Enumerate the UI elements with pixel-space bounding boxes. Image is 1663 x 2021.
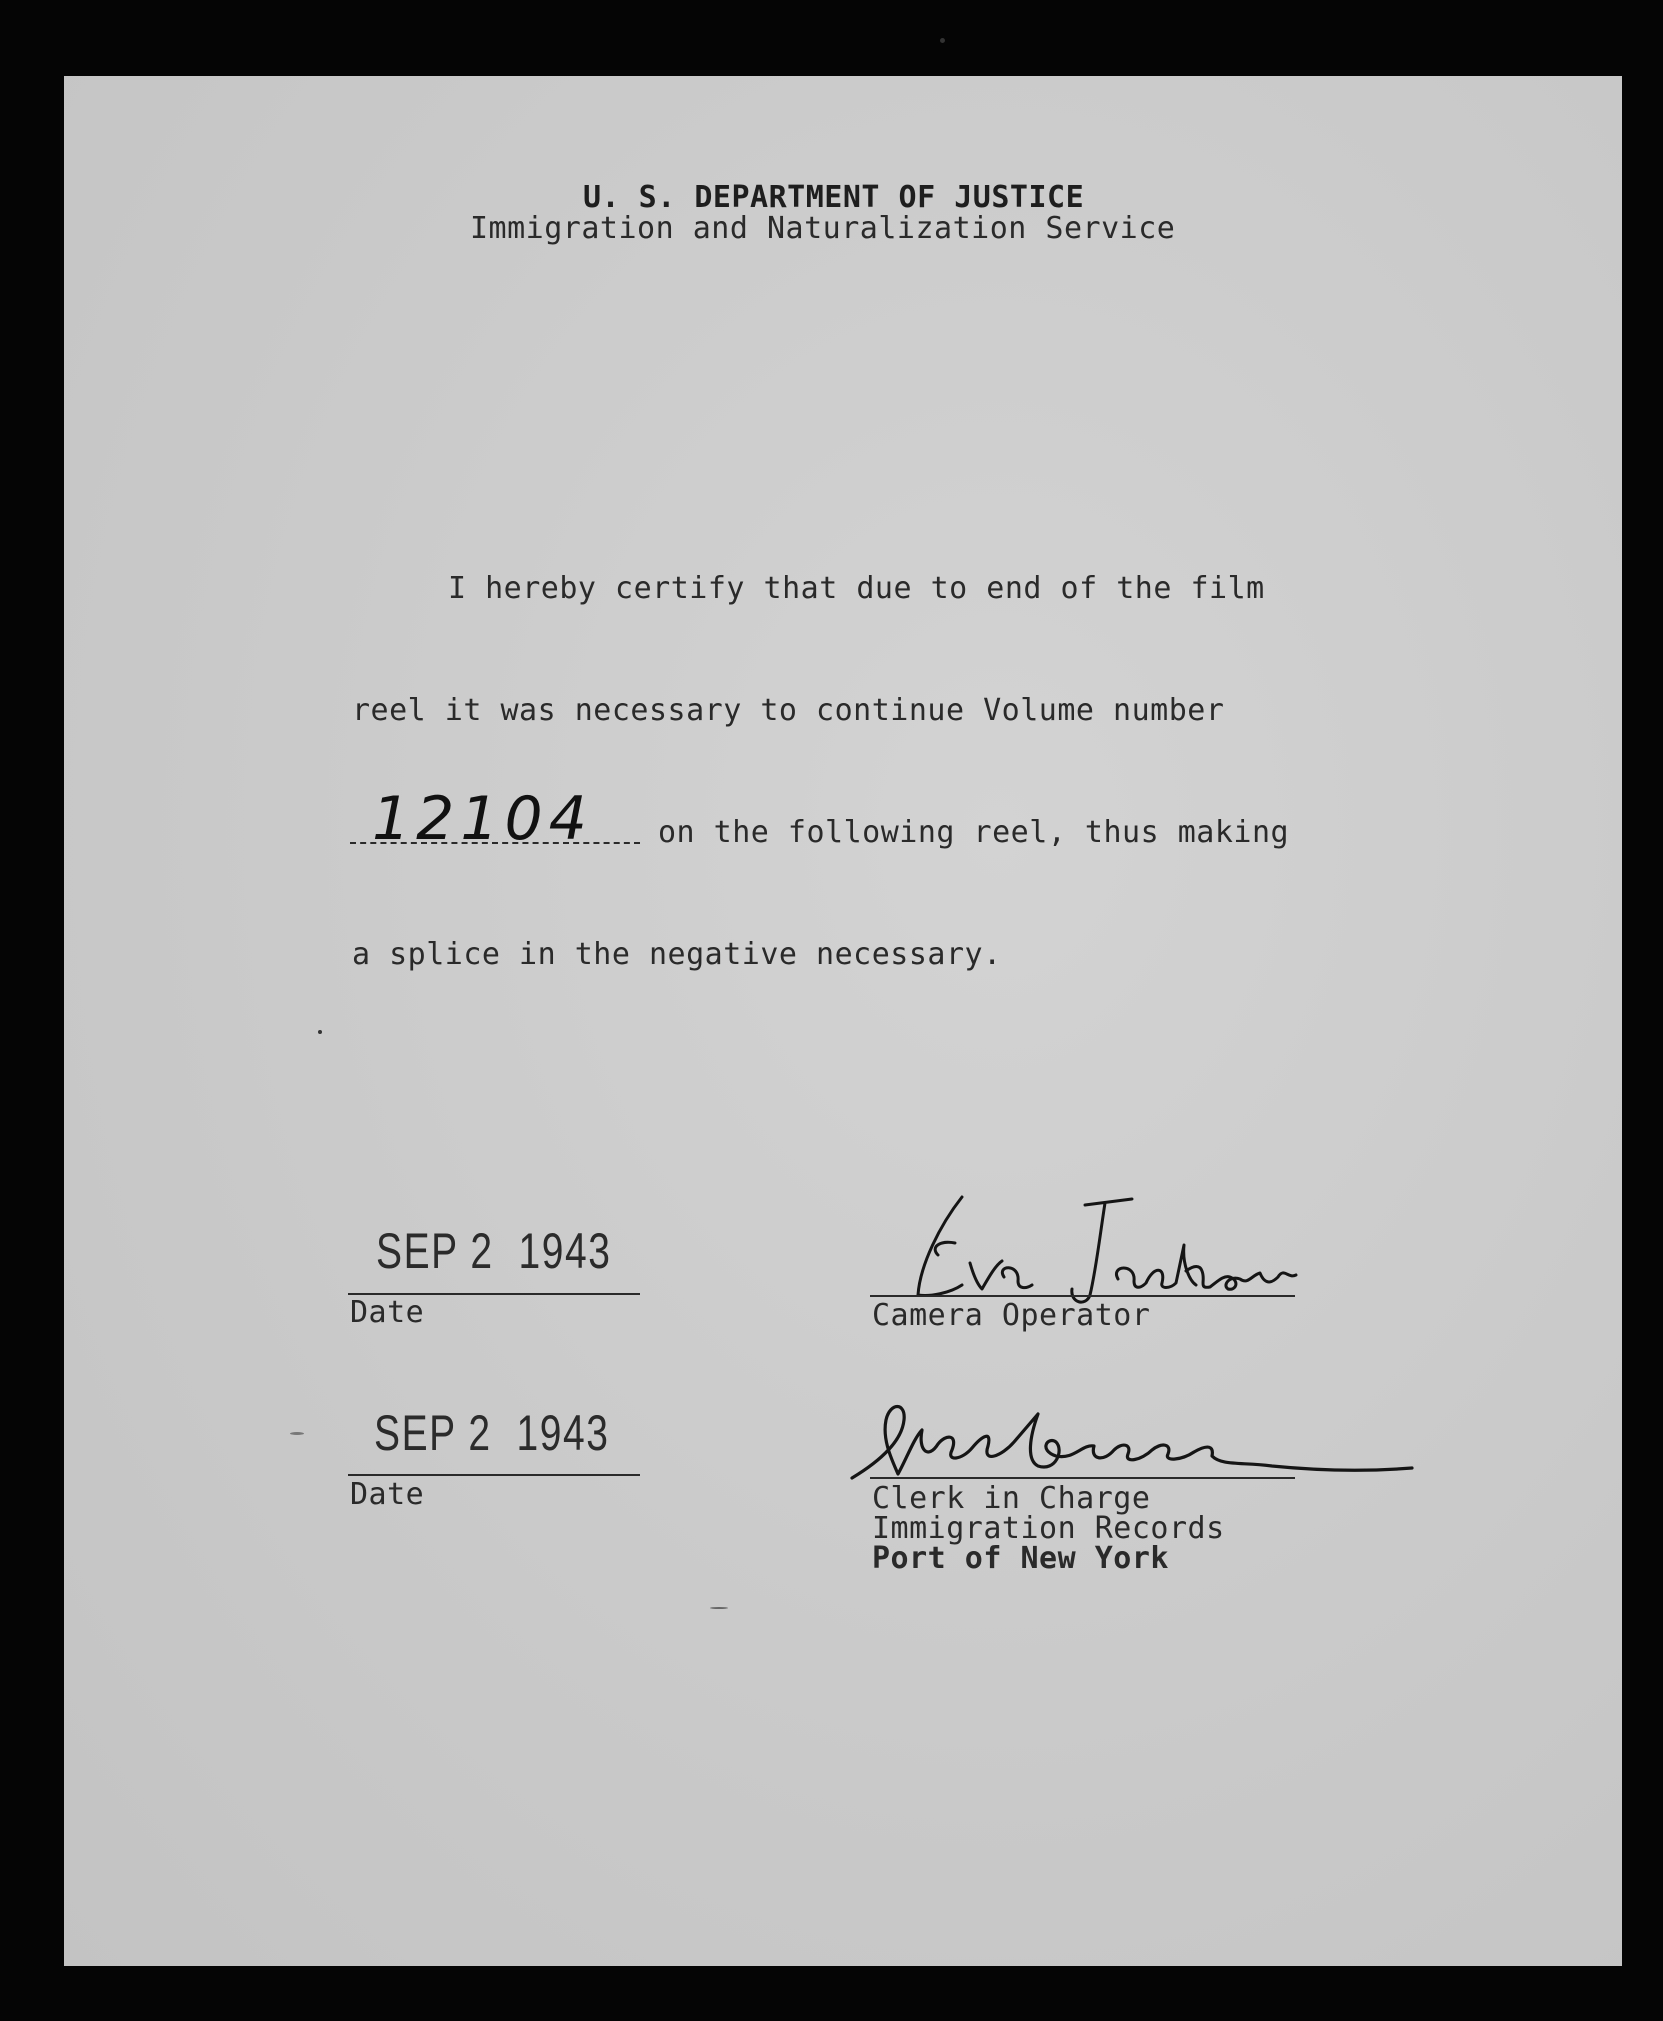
certification-line-1: I hereby certify that due to end of the film	[448, 571, 1265, 606]
certification-line-3: on the following reel, thus making	[658, 815, 1290, 850]
document-page	[64, 76, 1622, 1966]
date-label-2: Date	[350, 1477, 425, 1512]
scan-speck	[710, 1607, 728, 1609]
volume-number-handwritten: 12104	[372, 784, 593, 854]
service-heading: Immigration and Naturalization Service	[470, 211, 1176, 246]
date-stamp-1: SEP 2 1943	[376, 1223, 612, 1279]
clerk-signature	[842, 1390, 1422, 1490]
scan-speck	[940, 38, 945, 43]
camera-operator-label: Camera Operator	[872, 1298, 1151, 1333]
date-label-1: Date	[350, 1295, 425, 1330]
camera-operator-signature-line	[870, 1295, 1295, 1297]
department-heading: U. S. DEPARTMENT OF JUSTICE	[583, 180, 1085, 215]
date-line-2	[348, 1474, 640, 1476]
scan-speck	[290, 1432, 304, 1435]
date-stamp-2: SEP 2 1943	[374, 1405, 610, 1461]
clerk-title-label: Clerk in Charge	[872, 1481, 1151, 1516]
certification-line-4: a splice in the negative necessary.	[352, 937, 1002, 972]
clerk-department-label: Immigration Records	[872, 1511, 1225, 1546]
scan-speck	[318, 1030, 322, 1034]
camera-operator-signature	[900, 1185, 1320, 1310]
clerk-location-label: Port of New York	[872, 1541, 1169, 1576]
clerk-signature-line	[870, 1477, 1295, 1479]
certification-line-2: reel it was necessary to continue Volume number	[352, 693, 1225, 728]
